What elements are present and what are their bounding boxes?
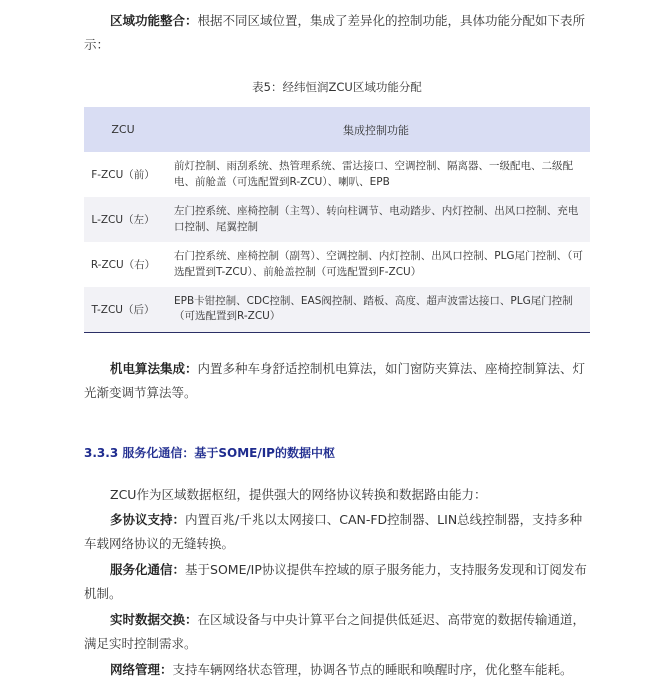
section-lead: ZCU作为区域数据枢纽，提供强大的网络协议转换和数据路由能力： (110, 487, 487, 502)
table-row (84, 197, 590, 242)
item-label: 多协议支持： (110, 512, 186, 527)
intro-paragraph (84, 9, 594, 57)
item-text: 在区域设备与中央计算平台之间提供低延迟、高带宽的数据传输通道，满足实时控制需求。 (84, 612, 586, 651)
functions-cell: 前灯控制、雨刮系统、热管理系统、雷达接口、空调控制、隔离器、一级配电、二级配电、前舱盖（可选配置到R-ZCU）、喇叭、EPB (174, 160, 573, 188)
algo-paragraph (84, 357, 594, 405)
table-row (84, 152, 590, 197)
item-text: 支持车辆网络状态管理，协调各节点的睡眠和唤醒时序，优化整车能耗。 (172, 662, 573, 677)
zcu-cell: R-ZCU（右） (90, 259, 156, 271)
functions-cell: 左门控系统、座椅控制（主驾）、转向柱调节、电动踏步、内灯控制、出风口控制、充电口控制、尾翼控制 (174, 205, 579, 233)
zcu-cell: T-ZCU（后） (91, 303, 155, 316)
zcu-function-table (84, 107, 590, 333)
table-header-row (84, 107, 590, 152)
item-service-comm (84, 558, 594, 606)
item-label: 实时数据交换： (110, 612, 198, 627)
item-realtime-exchange (84, 608, 594, 656)
intro-label: 区域功能整合： (110, 13, 198, 28)
algo-label: 机电算法集成： (110, 361, 198, 376)
functions-cell: EPB卡钳控制、CDC控制、EAS阀控制、踏板、高度、超声波雷达接口、PLG尾门控制（可选配置到R-ZCU） (174, 294, 573, 323)
item-text: 内置百兆/千兆以太网接口、CAN-FD控制器、LIN总线控制器，支持多种车载网络协议的无缝转换。 (84, 512, 583, 551)
table-row (84, 287, 590, 332)
intro-text: 根据不同区域位置，集成了差异化的控制功能，具体功能分配如下表所示： (84, 13, 586, 52)
table-row (84, 242, 590, 287)
functions-cell: 右门控系统、座椅控制（副驾）、空调控制、内灯控制、出风口控制、PLG尾门控制、（可选配置到T-ZCU）、前舱盖控制（可选配置到F-ZCU） (174, 250, 583, 278)
item-label: 网络管理： (110, 662, 173, 677)
algo-text: 内置多种车身舒适控制机电算法，如门窗防夹算法、座椅控制算法、灯光渐变调节算法等。 (84, 361, 586, 400)
header-functions: 集成控制功能 (162, 107, 590, 152)
zcu-cell: F-ZCU（前） (91, 169, 155, 181)
header-zcu: ZCU (84, 107, 162, 152)
zcu-cell: L-ZCU（左） (91, 214, 155, 226)
item-multiprotocol (84, 508, 594, 556)
item-network-mgmt (84, 658, 594, 682)
table-caption: 表5：经纬恒润ZCU区域功能分配 (252, 80, 422, 94)
section-heading: 3.3.3 服务化通信：基于SOME/IP的数据中枢 (84, 446, 335, 460)
item-text: 基于SOME/IP协议提供车控域的原子服务能力，支持服务发现和订阅发布机制。 (84, 562, 587, 601)
item-label: 服务化通信： (110, 562, 186, 577)
